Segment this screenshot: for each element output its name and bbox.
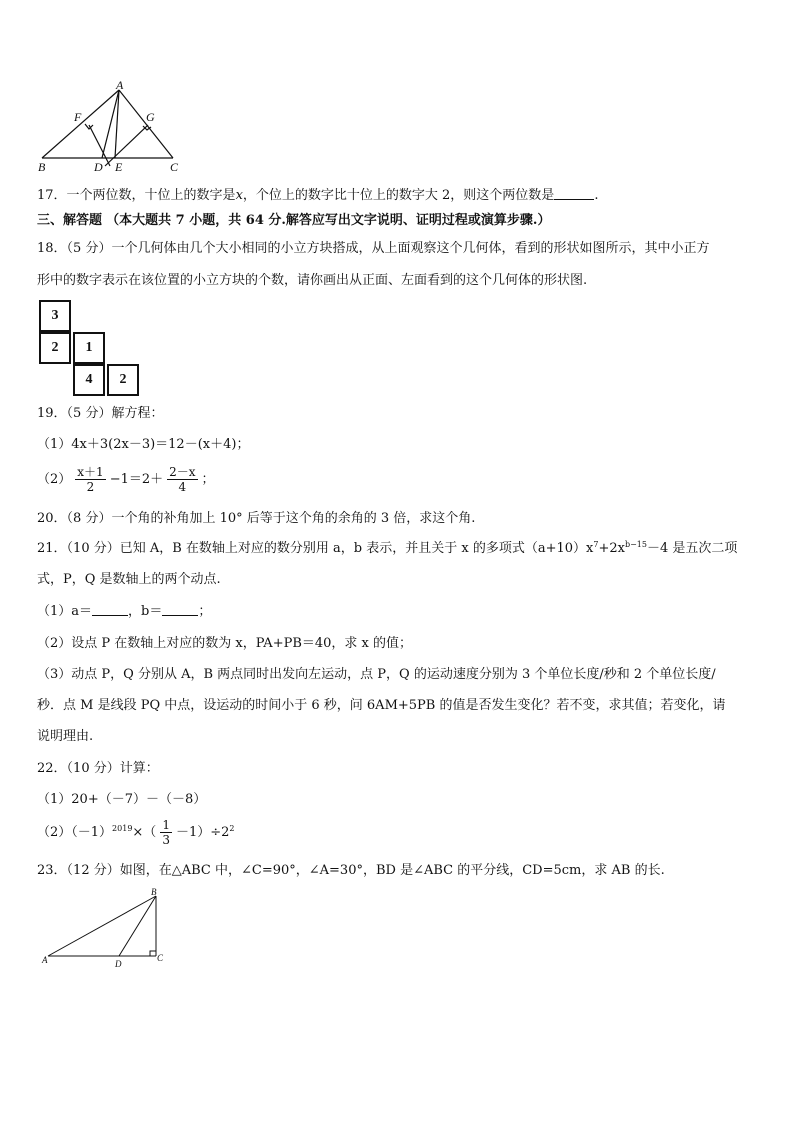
q22-part2-a: （2）（－1） (37, 825, 113, 840)
q22-part1: （1）20+（－7）－（－8） (37, 792, 207, 807)
triangle-figure-1 (30, 80, 190, 175)
label-D2: D (115, 959, 122, 969)
q21-part1-a: （1）a＝ (37, 604, 93, 619)
grid-cell-2b: 2 (107, 364, 139, 396)
fraction-2-numerator: 2－x (169, 465, 196, 479)
q21-line1-c: －4 是五次二项 (646, 541, 738, 556)
label-A2: A (42, 955, 48, 965)
q21-part1 (37, 603, 211, 621)
q22-fraction-denominator: 3 (162, 833, 170, 847)
label-B2: B (151, 887, 157, 897)
q19-fraction-2 (167, 465, 197, 494)
q22-exponent-2: 2 (229, 824, 235, 833)
q19-part2-mid: −1＝2＋ (109, 472, 164, 487)
section-3-note: （本大题共 7 小题，共 64 分.解答应写出文字说明、证明过程或演算步骤.） (106, 213, 551, 228)
top-view-grid (39, 300, 141, 396)
q17-var: x (235, 188, 243, 203)
grid-cell-1: 1 (73, 332, 105, 364)
label-C: C (170, 160, 179, 174)
q19-part2-label: （2） (37, 472, 72, 487)
fraction-2-denominator: 4 (178, 480, 187, 494)
label-B: B (38, 160, 46, 174)
q18-line2: 形中的数字表示在该位置的小立方块的个数，请你画出从正面、左面看到的这个几何体的形状图. (37, 273, 588, 288)
q21-line2: 式，P，Q 是数轴上的两个动点. (37, 572, 221, 587)
grid-cell-3: 3 (39, 300, 71, 332)
label-C2: C (157, 953, 164, 963)
q21-line1-b: +2x (598, 541, 625, 556)
q19-heading: 19．（5 分）解方程： (37, 406, 164, 421)
fraction-1-denominator: 2 (86, 480, 95, 494)
q19-part1: （1）4x＋3(2x－3)＝12－(x＋4)； (37, 437, 250, 452)
q21-part1-c: ； (198, 604, 212, 619)
q21-part2: （2）设点 P 在数轴上对应的数为 x，PA+PB＝40，求 x 的值； (37, 636, 413, 651)
section-3-title: 三、解答题 (37, 213, 103, 228)
q21-sup-2: b−15 (624, 540, 647, 549)
triangle-figure-1-svg (30, 80, 190, 175)
fraction-1-numerator: x＋1 (77, 465, 104, 479)
triangle-figure-2-svg (38, 887, 173, 972)
q17-text-b: ，个位上的数字比十位上的数字大 2，则这个两位数是 (242, 188, 555, 203)
question-17 (37, 187, 598, 205)
q21-part3-line2: 秒．点 M 是线段 PQ 中点，设运动的时间小于 6 秒，问 6AM+5PB 的值是否发生变化？若不变，求其值；若变化，请 (37, 698, 726, 713)
q17-answer-blank[interactable] (554, 187, 594, 200)
q19-part2-end: ； (201, 472, 215, 487)
q21-part3-line1: （3）动点 P，Q 分别从 A，B 两点同时出发向左运动，点 P，Q 的运动速度分别为 3 个单位长度/秒和 2 个单位长度/ (37, 667, 716, 682)
q22-heading: 22．（10 分）计算： (37, 761, 159, 776)
label-D: D (94, 160, 103, 174)
question-23: 23．（12 分）如图，在△ABC 中，∠C=90°，∠A=30°，BD 是∠ABC 的平分线，CD=5cm，求 AB 的长. (37, 863, 665, 878)
q21-part1-b: ，b＝ (128, 604, 163, 619)
q21-sup-1: 7 (593, 540, 599, 549)
section-3-heading (37, 212, 550, 230)
q21-line1 (37, 540, 737, 558)
q22-exponent: 2019 (112, 824, 133, 833)
label-E: E (115, 160, 123, 174)
q21-a-blank[interactable] (92, 603, 128, 616)
q19-part2 (37, 465, 215, 494)
q21-line1-a: 21．（10 分）已知 A，B 在数轴上对应的数分别用 a，b 表示，并且关于 x 的多项式（a+10）x (37, 541, 594, 556)
grid-cell-4: 4 (73, 364, 105, 396)
question-20: 20．（8 分）一个角的补角加上 10° 后等于这个角的余角的 3 倍，求这个角. (37, 511, 476, 526)
q19-fraction-1 (75, 465, 105, 494)
q22-part2-b: ×（ (132, 825, 157, 840)
q17-end: . (594, 188, 599, 203)
q22-part2 (37, 818, 234, 848)
q17-text-a: 一个两位数，十位上的数字是 (66, 188, 236, 203)
q22-fraction (160, 818, 172, 847)
q21-part3-line3: 说明理由. (37, 729, 94, 744)
q18-line1: 18．（5 分）一个几何体由几个大小相同的小立方块搭成，从上面观察这个几何体，看到的形状如图所示，其中小正方 (37, 241, 710, 256)
label-F: F (74, 110, 82, 124)
label-A: A (116, 78, 124, 92)
label-G: G (146, 110, 155, 124)
q17-number: 17． (37, 188, 67, 203)
triangle-figure-2 (38, 887, 173, 972)
q21-b-blank[interactable] (162, 603, 198, 616)
q22-fraction-numerator: 1 (162, 818, 170, 832)
grid-cell-2: 2 (39, 332, 71, 364)
q22-part2-c: －1）÷2 (175, 825, 230, 840)
